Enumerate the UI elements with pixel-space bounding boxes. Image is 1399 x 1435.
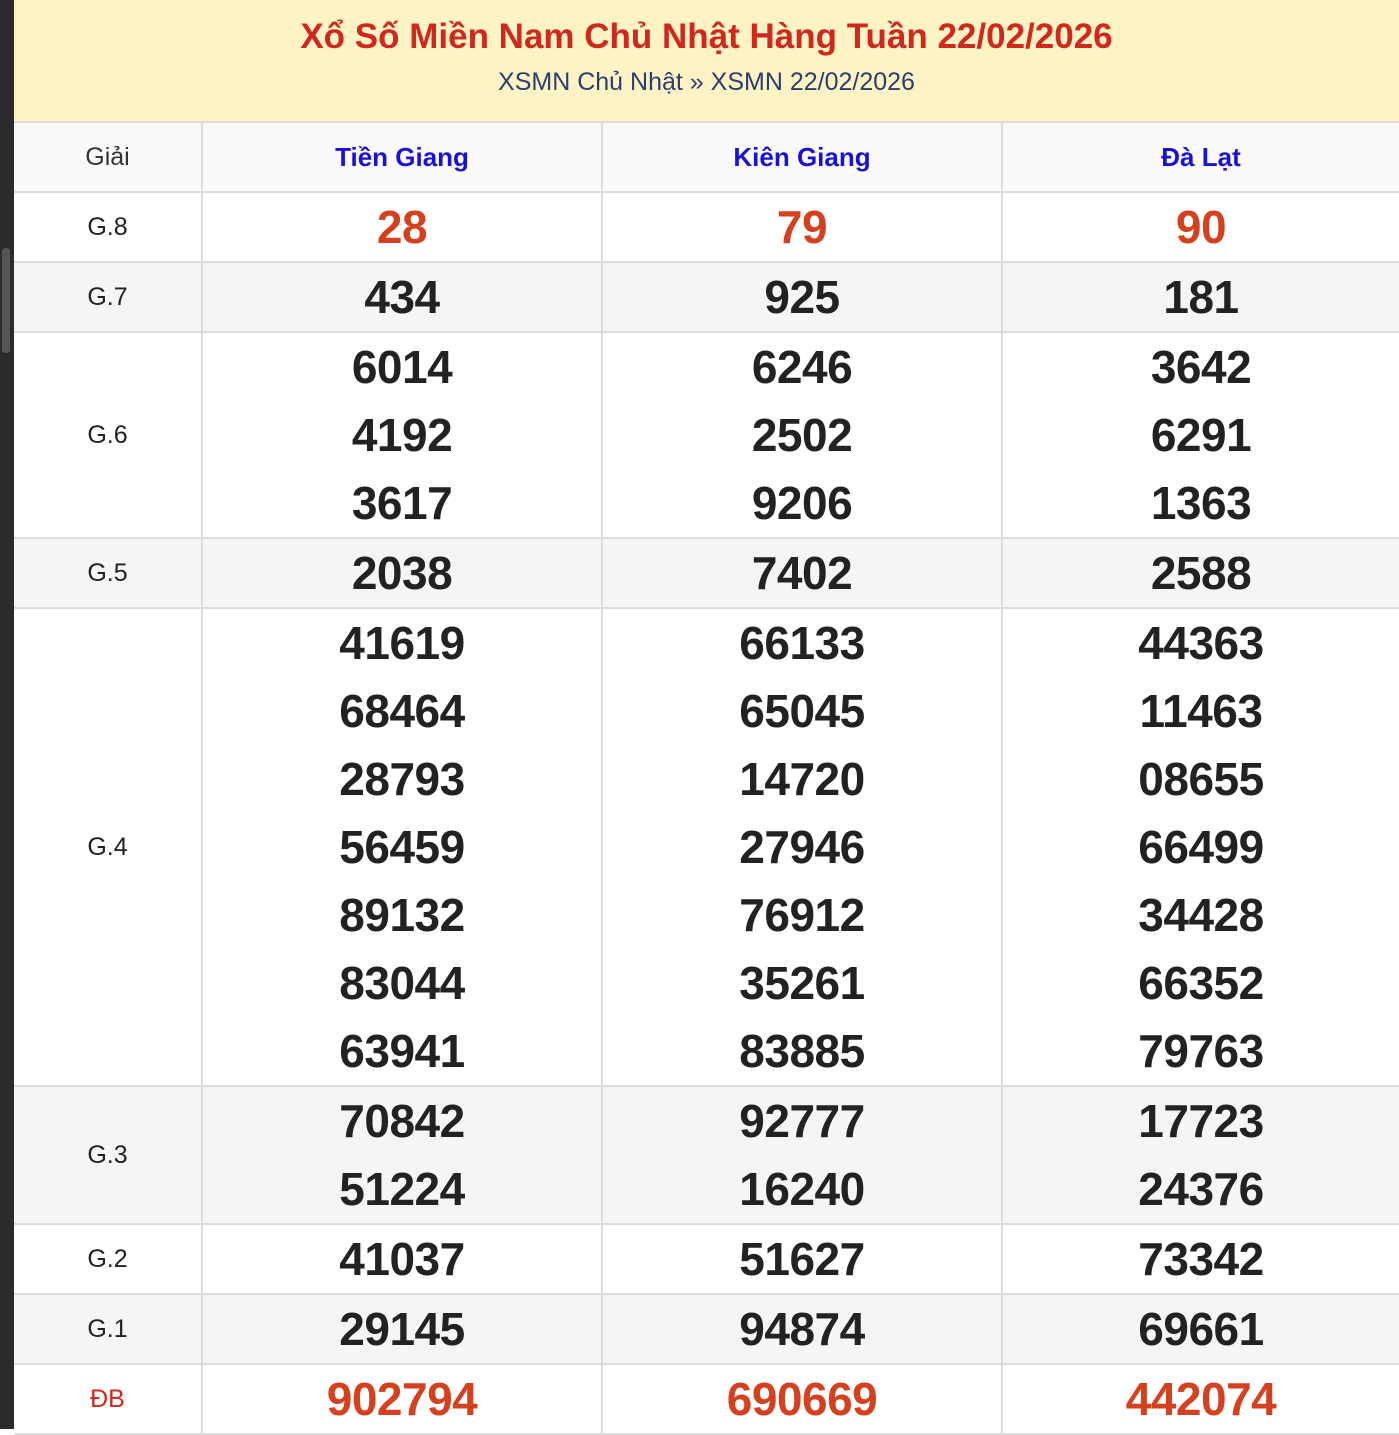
- prize-cell: [602, 1086, 1002, 1224]
- winning-number: 90: [1175, 201, 1227, 253]
- winning-number: 181: [1163, 271, 1239, 323]
- winning-number: 79: [776, 201, 828, 253]
- table-header-row: [14, 123, 1399, 192]
- province-header-da-lat[interactable]: Đà Lạt: [1002, 123, 1399, 192]
- prize-cell: [202, 332, 602, 538]
- winning-number: 442074: [1125, 1373, 1277, 1425]
- winning-number: 2588: [1150, 547, 1252, 599]
- winning-number: 89132: [339, 889, 465, 941]
- table-row: [14, 262, 1399, 332]
- winning-number: 65045: [739, 685, 865, 737]
- winning-number: 73342: [1138, 1233, 1264, 1285]
- prize-label: ĐB: [14, 1364, 202, 1434]
- prize-label: G.3: [14, 1086, 202, 1224]
- table-row: [14, 608, 1399, 1086]
- prize-label: G.6: [14, 332, 202, 538]
- prize-cell: [602, 608, 1002, 1086]
- prize-label: G.8: [14, 192, 202, 262]
- prize-label: G.7: [14, 262, 202, 332]
- prize-cell: [1002, 1224, 1399, 1294]
- winning-number: 2038: [351, 547, 453, 599]
- winning-number: 434: [364, 271, 440, 323]
- table-row: [14, 192, 1399, 262]
- winning-number: 9206: [751, 477, 853, 529]
- winning-number: 41619: [339, 617, 465, 669]
- winning-number: 28: [376, 201, 428, 253]
- winning-number: 28793: [339, 753, 465, 805]
- prize-cell: [1002, 192, 1399, 262]
- province-header-kien-giang[interactable]: Kiên Giang: [602, 123, 1002, 192]
- winning-number: 76912: [739, 889, 865, 941]
- prize-cell: [1002, 1364, 1399, 1434]
- breadcrumb-separator: »: [689, 68, 704, 96]
- prize-cell: [202, 1086, 602, 1224]
- winning-number: 56459: [339, 821, 465, 873]
- side-handle: [2, 248, 10, 353]
- table-row: [14, 538, 1399, 608]
- winning-number: 44363: [1138, 617, 1264, 669]
- winning-number: 925: [764, 271, 840, 323]
- page-title: Xổ Số Miền Nam Chủ Nhật Hàng Tuần 22/02/2026: [300, 17, 1113, 56]
- winning-number: 1363: [1150, 477, 1252, 529]
- window-edge: [0, 0, 14, 1429]
- results-table: [14, 123, 1399, 1435]
- winning-number: 902794: [326, 1373, 478, 1425]
- prize-label: G.2: [14, 1224, 202, 1294]
- winning-number: 6291: [1150, 409, 1252, 461]
- winning-number: 70842: [339, 1095, 465, 1147]
- prize-cell: [202, 1294, 602, 1364]
- table-row: [14, 1224, 1399, 1294]
- prize-cell: [602, 538, 1002, 608]
- winning-number: 35261: [739, 957, 865, 1009]
- prize-cell: [1002, 332, 1399, 538]
- winning-number: 14720: [739, 753, 865, 805]
- breadcrumb-link-date[interactable]: XSMN 22/02/2026: [710, 68, 915, 96]
- prize-cell: [602, 1364, 1002, 1434]
- winning-number: 34428: [1138, 889, 1264, 941]
- table-row: [14, 332, 1399, 538]
- winning-number: 83885: [739, 1025, 865, 1077]
- prize-cell: [1002, 1086, 1399, 1224]
- winning-number: 66499: [1138, 821, 1264, 873]
- prize-label: G.1: [14, 1294, 202, 1364]
- winning-number: 51224: [339, 1163, 465, 1215]
- prize-label: G.4: [14, 608, 202, 1086]
- winning-number: 11463: [1139, 685, 1263, 737]
- winning-number: 2502: [751, 409, 853, 461]
- winning-number: 79763: [1138, 1025, 1264, 1077]
- prize-cell: [202, 262, 602, 332]
- province-header-tien-giang[interactable]: Tiền Giang: [202, 123, 602, 192]
- winning-number: 6246: [751, 341, 853, 393]
- prize-cell: [602, 1224, 1002, 1294]
- winning-number: 24376: [1138, 1163, 1264, 1215]
- winning-number: 51627: [739, 1233, 865, 1285]
- winning-number: 63941: [339, 1025, 465, 1077]
- winning-number: 66352: [1138, 957, 1264, 1009]
- winning-number: 68464: [339, 685, 465, 737]
- prize-cell: [1002, 262, 1399, 332]
- prize-cell: [202, 538, 602, 608]
- prize-cell: [602, 192, 1002, 262]
- prize-cell: [202, 1364, 602, 1434]
- winning-number: 92777: [739, 1095, 865, 1147]
- prize-cell: [1002, 608, 1399, 1086]
- breadcrumb-link-sunday[interactable]: XSMN Chủ Nhật: [498, 68, 683, 96]
- results-panel: [14, 0, 1399, 1435]
- winning-number: 83044: [339, 957, 465, 1009]
- winning-number: 41037: [339, 1233, 465, 1285]
- prize-cell: [202, 192, 602, 262]
- winning-number: 27946: [739, 821, 865, 873]
- winning-number: 08655: [1138, 753, 1264, 805]
- breadcrumb: [14, 67, 1399, 97]
- table-row: [14, 1364, 1399, 1434]
- winning-number: 7402: [751, 547, 853, 599]
- winning-number: 17723: [1138, 1095, 1264, 1147]
- prize-cell: [202, 608, 602, 1086]
- winning-number: 3642: [1150, 341, 1252, 393]
- table-row: [14, 1294, 1399, 1364]
- prize-cell: [602, 262, 1002, 332]
- prize-cell: [602, 332, 1002, 538]
- results-header: [14, 0, 1399, 123]
- winning-number: 16240: [739, 1163, 865, 1215]
- prize-label: G.5: [14, 538, 202, 608]
- prize-column-header: Giải: [14, 123, 202, 192]
- winning-number: 4192: [351, 409, 453, 461]
- prize-cell: [602, 1294, 1002, 1364]
- table-row: [14, 1086, 1399, 1224]
- winning-number: 66133: [739, 617, 865, 669]
- winning-number: 690669: [726, 1373, 878, 1425]
- prize-cell: [1002, 1294, 1399, 1364]
- prize-cell: [1002, 538, 1399, 608]
- winning-number: 94874: [739, 1303, 865, 1355]
- winning-number: 6014: [351, 341, 453, 393]
- winning-number: 69661: [1138, 1303, 1264, 1355]
- winning-number: 3617: [351, 477, 453, 529]
- winning-number: 29145: [339, 1303, 465, 1355]
- prize-cell: [202, 1224, 602, 1294]
